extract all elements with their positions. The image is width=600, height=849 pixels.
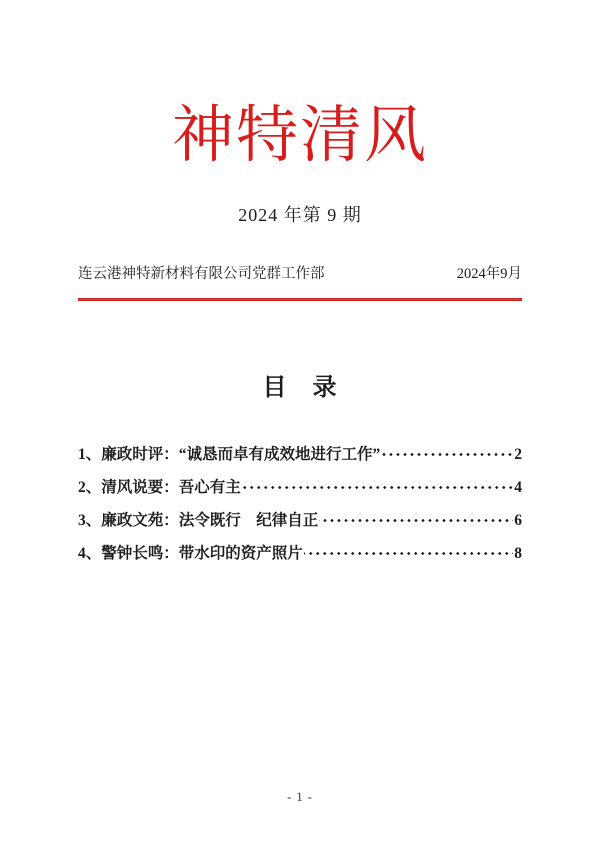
newsletter-title: 神特清风 [171,102,428,170]
toc-leader-dots [304,546,513,561]
toc-item-page-number: 2 [514,446,522,464]
toc-item-label: 2、清风说要：吾心有主 [78,479,241,497]
toc-item-label: 3、廉政文苑：法令既行 纪律自正 [78,512,319,530]
toc-item [78,537,522,570]
toc-list [78,438,522,570]
toc-item-label: 4、警钟长鸣：带水印的资产照片 [78,545,303,563]
page-number-footer: - 1 - [287,790,313,804]
toc-item-page-number: 6 [514,512,522,530]
toc-leader-dots [381,447,513,462]
toc-leader-dots [242,480,513,495]
masthead-divider-rule [78,298,522,301]
toc-leader-dots [319,513,513,528]
toc-item-page-number: 8 [514,545,522,563]
toc-item [78,504,522,537]
publication-date: 2024年9月 [456,266,522,283]
toc-item [78,438,522,471]
publisher-name: 连云港神特新材料有限公司党群工作部 [78,266,325,283]
toc-heading: 目 录 [262,375,338,402]
toc-item-label: 1、廉政时评：“诚恳而卓有成效地进行工作” [78,446,381,464]
publisher-row [78,262,522,283]
toc-item [78,471,522,504]
issue-number: 2024 年第 9 期 [238,205,362,226]
toc-item-page-number: 4 [514,479,522,497]
